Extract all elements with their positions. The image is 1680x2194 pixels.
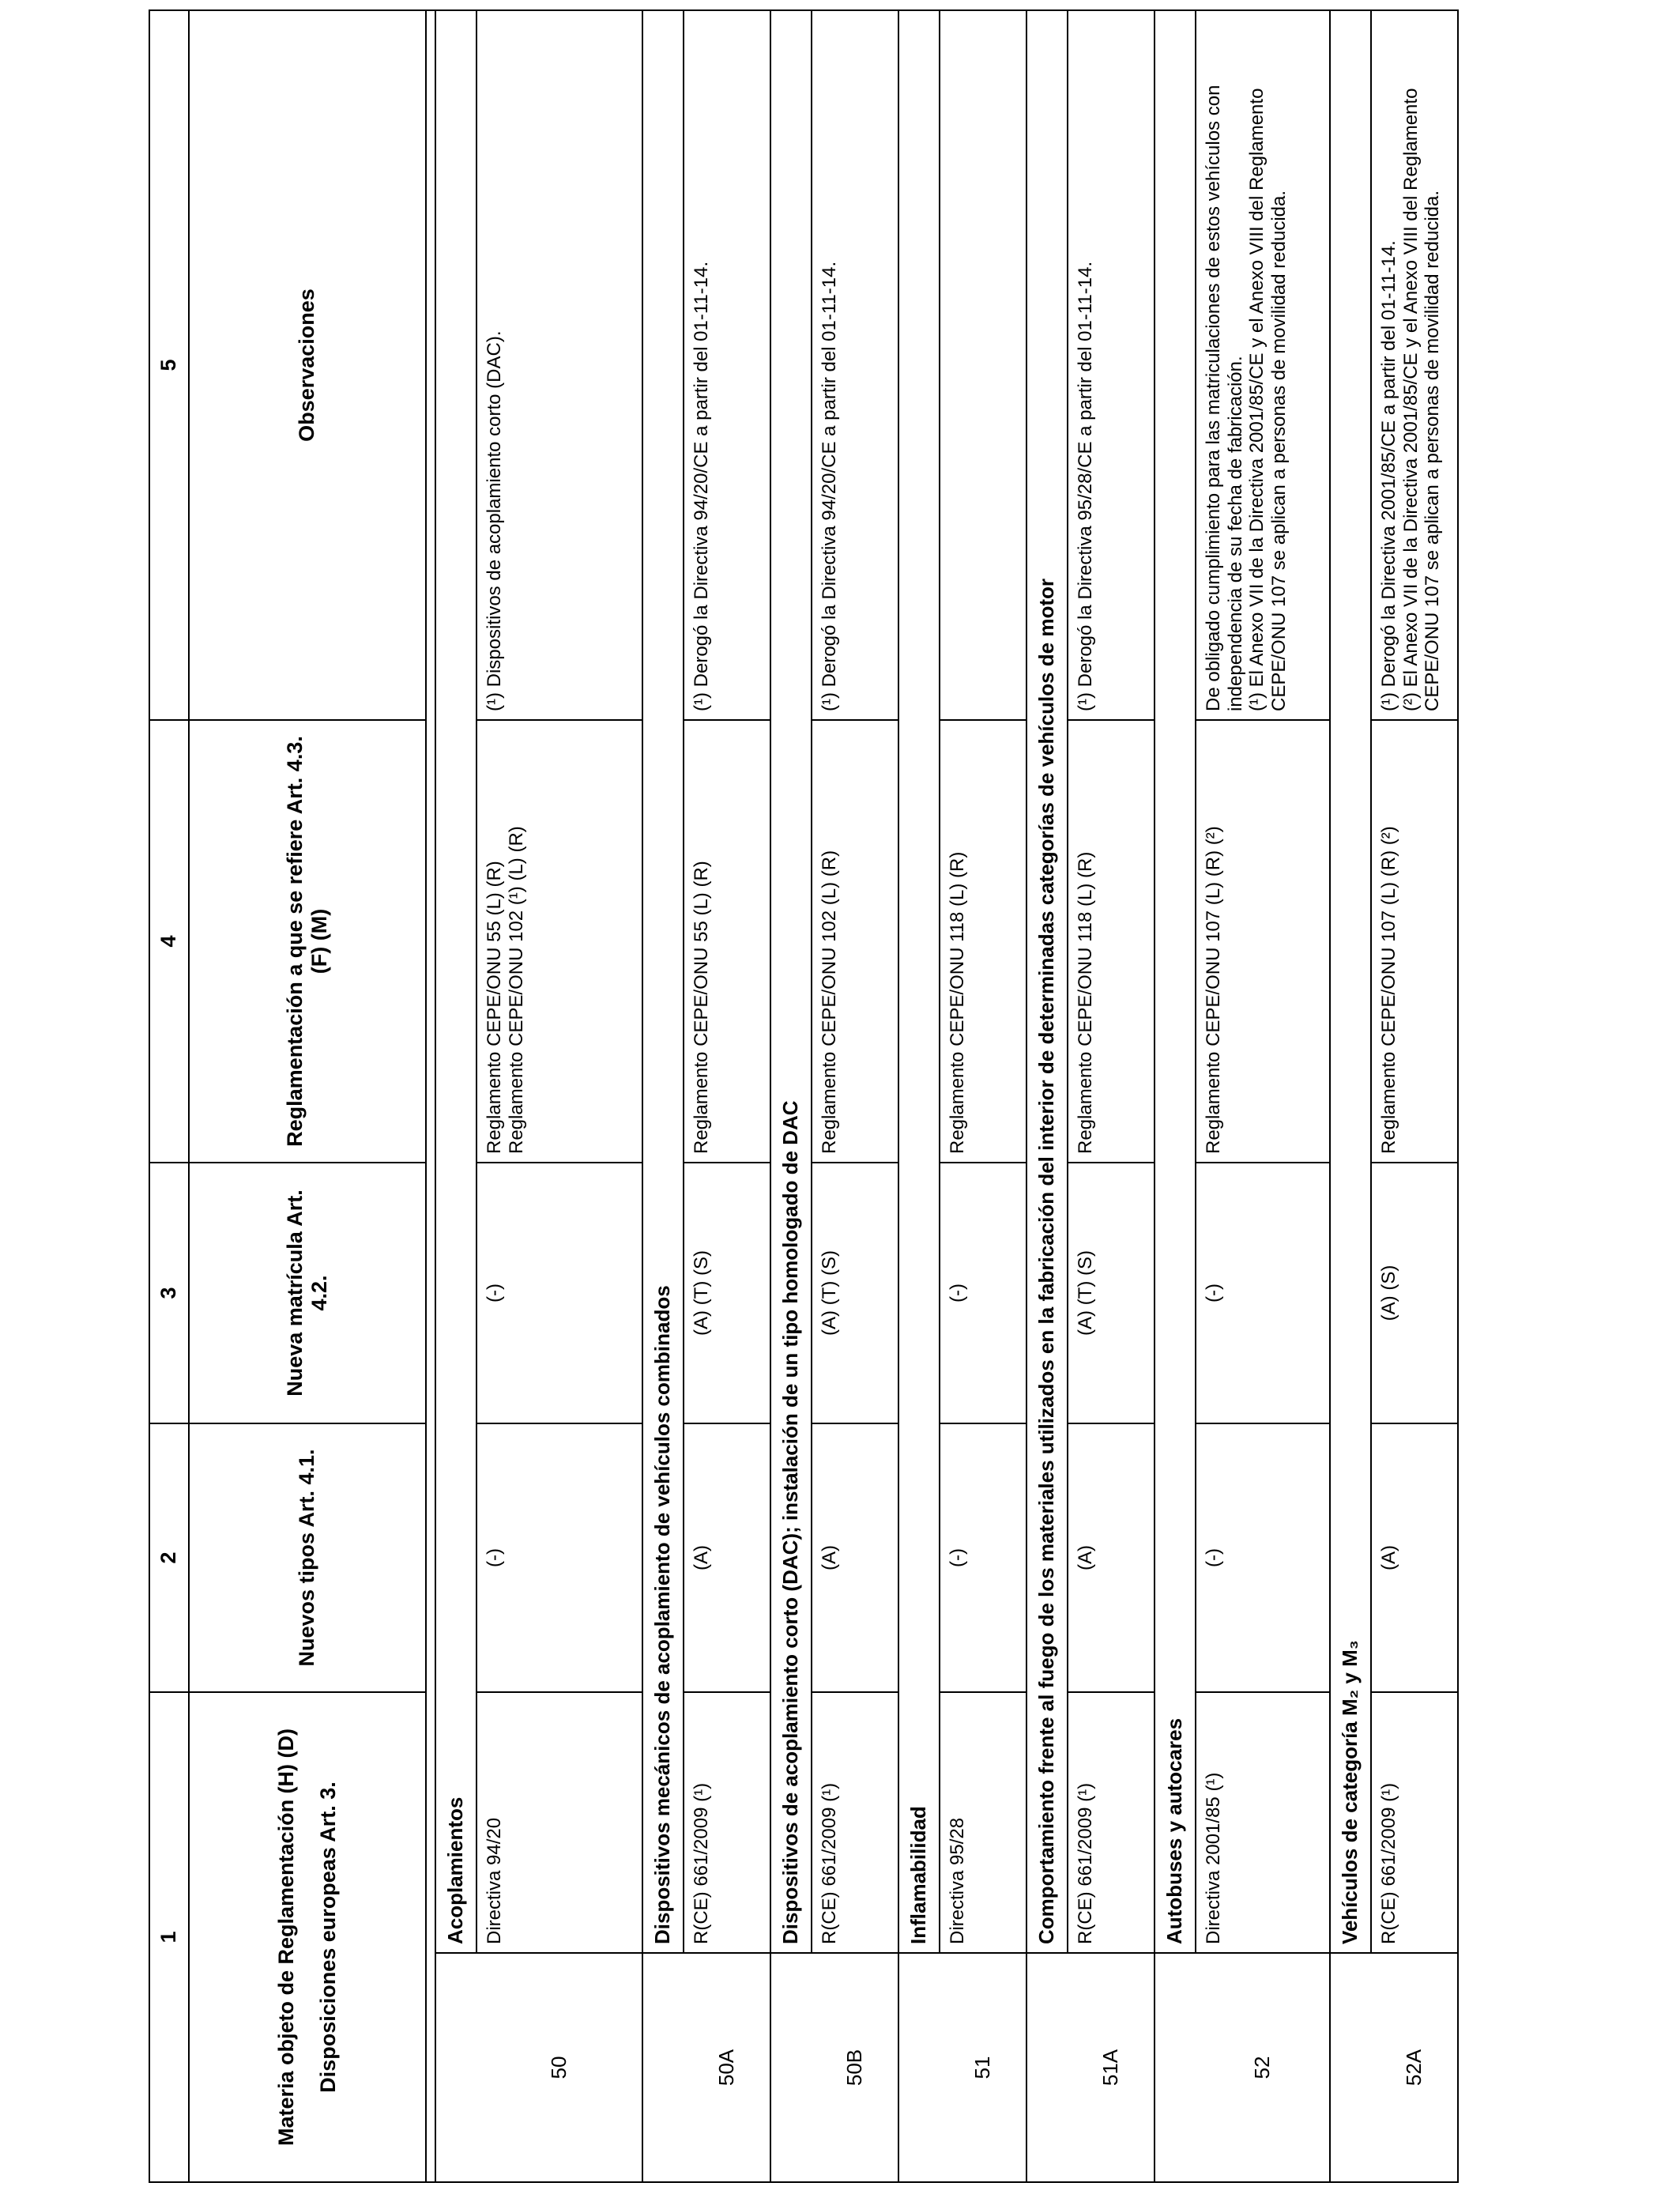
nuevos-tipos-cell: (A) (812, 1423, 898, 1692)
section-title: Comportamiento frente al fuego de los materiales utilizados en la fabricación del interior de determinadas categorías de vehículos de motor (1026, 10, 1068, 1953)
nuevos-tipos-cell: (A) (684, 1423, 770, 1692)
section-header-row (898, 10, 940, 2182)
header-disposiciones (189, 1692, 426, 2182)
section-header-row (1155, 10, 1196, 2182)
row-number: 50A (684, 1953, 770, 2182)
observacion-line: (²) El Anexo VII de la Directiva 2001/85/CE y el Anexo VIII del Reglamento CEPE/ONU 107 se aplican a personas de movilidad reducida. (1399, 88, 1444, 711)
observacion-line: De obligado cumplimiento para las matriculaciones de estos vehículos con independencia de su fecha de fabricación. (1203, 85, 1246, 711)
table-row (812, 10, 898, 2182)
nueva-matricula-cell: (A) (T) (S) (1068, 1163, 1155, 1423)
header-col1-line2: Disposiciones europeas Art. 3. (316, 1781, 340, 2093)
column-number-row (149, 10, 189, 2182)
row-number: 52A (1371, 1953, 1458, 2182)
reglamentacion-line: Reglamento CEPE/ONU 55 (L) (R) (484, 861, 505, 1154)
reglamentacion-cell (477, 720, 642, 1163)
section-number-blank (642, 1953, 684, 2182)
section-number-blank (770, 1953, 812, 2182)
row-number: 50 (477, 1953, 642, 2182)
observacion-line: (¹) Derogó la Directiva 94/20/CE a partir del 01-11-14. (691, 261, 712, 711)
header-nuevos-tipos: Nuevos tipos Art. 4.1. (189, 1423, 426, 1692)
observaciones-cell (940, 10, 1026, 720)
section-title: Inflamabilidad (898, 10, 940, 1953)
row-number: 51A (1068, 1953, 1155, 2182)
reglamentacion-cell (1196, 720, 1330, 1163)
nueva-matricula-cell: (A) (S) (1371, 1163, 1458, 1423)
header-observaciones: Observaciones (189, 10, 426, 720)
table-row (940, 10, 1026, 2182)
observacion-line: (¹) Derogó la Directiva 2001/85/CE a partir del 01-11-14. (1378, 240, 1399, 711)
column-number-1: 1 (149, 1692, 189, 2182)
column-number-5: 5 (149, 10, 189, 720)
section-header-row (642, 10, 684, 2182)
nueva-matricula-cell: (A) (T) (S) (684, 1163, 770, 1423)
table-row (684, 10, 770, 2182)
nueva-matricula-cell: (-) (1196, 1163, 1330, 1423)
section-header-row (770, 10, 812, 2182)
section-header-row (1330, 10, 1371, 2182)
reglamentacion-line: Reglamento CEPE/ONU 102 (L) (R) (819, 850, 840, 1154)
section-number-blank (1026, 1953, 1068, 2182)
table-row (1068, 10, 1155, 2182)
reglamentacion-cell (684, 720, 770, 1163)
observacion-line: (¹) Derogó la Directiva 95/28/CE a partir del 01-11-14. (1075, 261, 1096, 711)
section-title: Dispositivos mecánicos de acoplamiento de vehículos combinados (642, 10, 684, 1953)
section-number-blank (898, 1953, 940, 2182)
section-title: Dispositivos de acoplamiento corto (DAC); instalación de un tipo homologado de DAC (770, 10, 812, 1953)
reglamentacion-cell (812, 720, 898, 1163)
observaciones-cell (812, 10, 898, 720)
nuevos-tipos-cell: (-) (1196, 1423, 1330, 1692)
column-number-4: 4 (149, 720, 189, 1163)
reglamentacion-line: Reglamento CEPE/ONU 118 (L) (R) (947, 851, 968, 1154)
section-number-blank (435, 1953, 477, 2182)
observacion-line: (¹) El Anexo VII de la Directiva 2001/85/CE y el Anexo VIII del Reglamento CEPE/ONU 107 se aplican a personas de movilidad reducida. (1246, 88, 1290, 711)
column-number-2: 2 (149, 1423, 189, 1692)
reglamentacion-cell (1371, 720, 1458, 1163)
section-header-row (1026, 10, 1068, 2182)
reglamentacion-line: Reglamento CEPE/ONU 102 (¹) (L) (R) (505, 826, 527, 1154)
header-col1-line1: Materia objeto de Reglamentación (H) (D) (273, 1728, 298, 2147)
header-reglamentacion: Reglamentación a que se refiere Art. 4.3. (F) (M) (189, 720, 426, 1163)
observacion-line: (¹) Dispositivos de acoplamiento corto (DAC). (484, 330, 505, 711)
header-nueva-matricula: Nueva matrícula Art. 4.2. (189, 1163, 426, 1423)
header-row (189, 10, 426, 2182)
nuevos-tipos-cell: (-) (940, 1423, 1026, 1692)
section-title: Acoplamientos (435, 10, 477, 1953)
reglamentacion-line: Reglamento CEPE/ONU 118 (L) (R) (1075, 851, 1096, 1154)
row-number: 50B (812, 1953, 898, 2182)
table-row (1196, 10, 1330, 2182)
regulation-table (149, 9, 1459, 2183)
table-row (1371, 10, 1458, 2182)
disposicion-cell: R(CE) 661/2009 (¹) (684, 1692, 770, 1953)
disposicion-cell: R(CE) 661/2009 (¹) (1068, 1692, 1155, 1953)
observaciones-cell (1371, 10, 1458, 720)
section-header-row (435, 10, 477, 2182)
table-row (477, 10, 642, 2182)
observaciones-cell (684, 10, 770, 720)
section-title: Vehículos de categoría M₂ y M₃ (1330, 10, 1371, 1953)
column-number-3: 3 (149, 1163, 189, 1423)
reglamentacion-line: Reglamento CEPE/ONU 107 (L) (R) (²) (1378, 826, 1399, 1154)
disposicion-cell: Directiva 2001/85 (¹) (1196, 1692, 1330, 1953)
row-number: 52 (1196, 1953, 1330, 2182)
nuevos-tipos-cell: (-) (477, 1423, 642, 1692)
reglamentacion-line: Reglamento CEPE/ONU 107 (L) (R) (²) (1203, 826, 1224, 1154)
observaciones-cell (1068, 10, 1155, 720)
reglamentacion-cell (1068, 720, 1155, 1163)
nueva-matricula-cell: (-) (940, 1163, 1026, 1423)
disposicion-cell: Directiva 94/20 (477, 1692, 642, 1953)
rotated-regulation-table (149, 11, 1444, 2183)
disposicion-cell: R(CE) 661/2009 (¹) (812, 1692, 898, 1953)
section-title: Autobuses y autocares (1155, 10, 1196, 1953)
observaciones-cell (1196, 10, 1330, 720)
disposicion-cell: Directiva 95/28 (940, 1692, 1026, 1953)
section-number-blank (1155, 1953, 1196, 2182)
row-number: 51 (940, 1953, 1026, 2182)
reglamentacion-cell (940, 720, 1026, 1163)
observaciones-cell (477, 10, 642, 720)
nuevos-tipos-cell: (A) (1371, 1423, 1458, 1692)
nuevos-tipos-cell: (A) (1068, 1423, 1155, 1692)
disposicion-cell: R(CE) 661/2009 (¹) (1371, 1692, 1458, 1953)
nueva-matricula-cell: (A) (T) (S) (812, 1163, 898, 1423)
reglamentacion-line: Reglamento CEPE/ONU 55 (L) (R) (691, 861, 712, 1154)
nueva-matricula-cell: (-) (477, 1163, 642, 1423)
observacion-line: (¹) Derogó la Directiva 94/20/CE a partir del 01-11-14. (819, 261, 840, 711)
header-gap (426, 10, 435, 2182)
section-number-blank (1330, 1953, 1371, 2182)
